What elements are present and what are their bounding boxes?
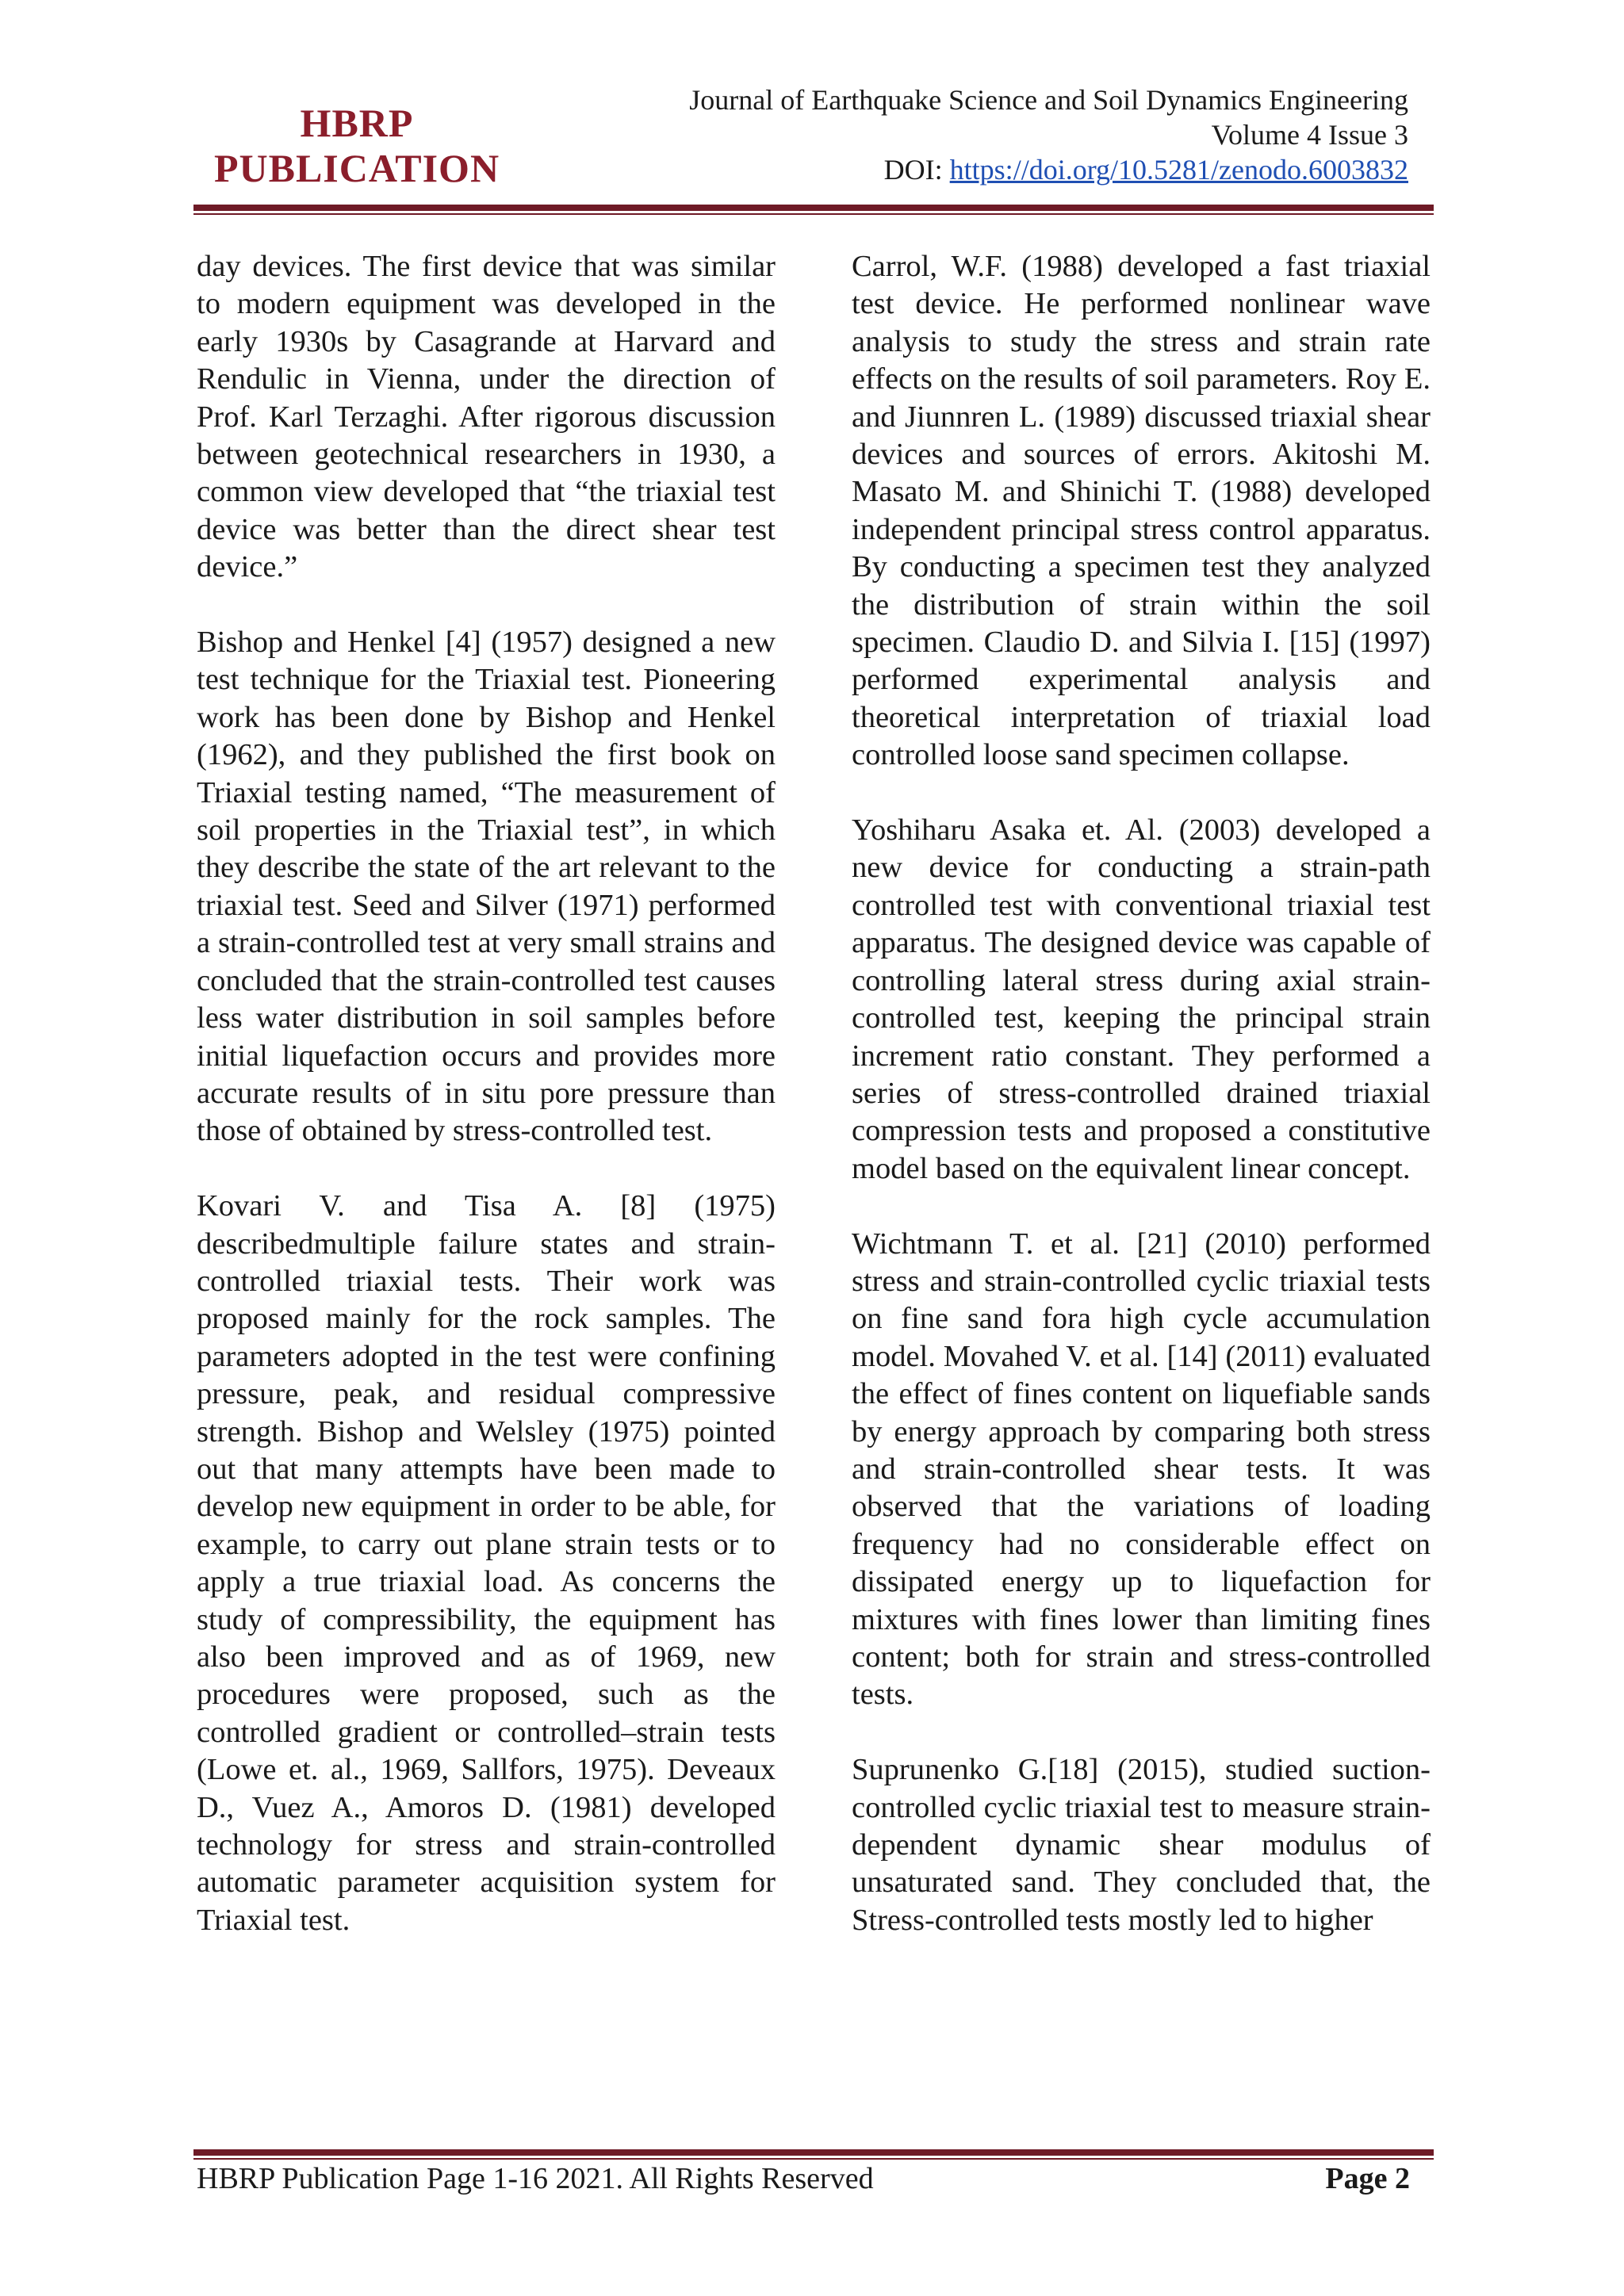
paragraph: Yoshiharu Asaka et. Al. (2003) developed a new device for conducting a strain-path controlled test with conventional triaxial test apparatus. The designed device was capable of controlling lateral stress during axial strain-controlled test, keeping the principal strain increment ratio constant. They performed a series of stress-controlled drained triaxial compression tests and proposed a constitutive model based on the equivalent linear concept. [852,813,1431,1185]
footer-copyright: HBRP Publication Page 1-16 2021. All Rights Reserved [197,2162,874,2195]
paragraph: Carrol, W.F. (1988) developed a fast triaxial test device. He performed nonlinear wave analysis to study the stress and strain rate effects on the results of soil parameters. Roy E. and Jiunnren L. (1989) discussed triaxial shear devices and sources of errors. Akitoshi M. Masato M. and Shinichi T. (1988) developed independent principal stress control apparatus. By conducting a specimen test they analyzed the distribution of strain within the soil specimen. Claudio D. and Silvia I. [15] (1997) performed experimental analysis and theoretical interpretation of triaxial load controlled loose sand specimen collapse. [852,250,1431,772]
logo-line-2: PUBLICATION [213,146,500,190]
paragraph: day devices. The first device that was similar to modern equipment was developed in the early 1930s by Casagrande at Harvard and Rendulic in Vienna, under the direction of Prof. Karl Terzaghi. After rigorous discussion between geotechnical researchers in 1930, a common view developed that “the triaxial test device was better than the direct shear test device.” [197,250,776,584]
paragraph: Wichtmann T. et al. [21] (2010) performed stress and strain-controlled cyclic triaxial tests on fine sand fora high cycle accumulation model. Movahed V. et al. [14] (2011) evaluated the effect of fines content on liquefiable sands by energy approach by comparing both stress and strain-controlled shear tests. It was observed that the variations of loading frequency had no considerable effect on dissipated energy up to liquefaction for mixtures with fines lower than limiting fines content; both for strain and stress-controlled tests. [852,1226,1431,1712]
paragraph: Suprunenko G.[18] (2015), studied suction-controlled cyclic triaxial test to measure strain-dependent dynamic shear modulus of unsaturated sand. They concluded that, the Stress-controlled tests mostly led to higher [852,1753,1431,1937]
journal-title: Journal of Earthquake Science and Soil Dynamics Engineering [689,84,1408,116]
logo-line-1: HBRP [300,101,414,145]
footer [197,2160,1410,2197]
footer-rule [193,2149,1434,2160]
paragraph: Kovari V. and Tisa A. [8] (1975) describedmultiple failure states and strain-controlled triaxial tests. Their work was proposed mainly for the rock samples. The parameters adopted in the test were confining pressure, peak, and residual compressive strength. Bishop and Welsley (1975) pointed out that many attempts have been made to develop new equipment in order to be able, for example, to carry out plane strain tests or to apply a true triaxial load. As concerns the study of compressibility, the equipment has also been improved and as of 1969, new procedures were proposed, such as the controlled gradient or controlled–strain tests (Lowe et. al., 1969, Sallfors, 1975). Deveaux D., Vuez A., Amoros D. (1981) developed technology for stress and strain-controlled automatic parameter acquisition system for Triaxial test. [197,1189,776,1937]
volume-issue: Volume 4 Issue 3 [1211,119,1408,151]
doi-link[interactable]: https://doi.org/10.5281/zenodo.6003832 [949,154,1408,186]
page-number: Page 2 [1325,2162,1410,2195]
right-column [852,248,1431,1977]
header-rule [193,205,1434,215]
journal-info [689,82,1408,187]
paragraph: Bishop and Henkel [4] (1957) designed a new test technique for the Triaxial test. Pioneering work has been done by Bishop and Henkel (1962), and they published the first book on Triaxial testing named, “The measurement of soil properties in the Triaxial test”, in which they describe the state of the art relevant to the triaxial test. Seed and Silver (1971) performed a strain-controlled test at very small strains and concluded that the strain-controlled test causes less water distribution in soil samples before initial liquefaction occurs and provides more accurate results of in situ pore pressure than those of obtained by stress-controlled test. [197,626,776,1148]
publisher-logo [198,101,515,192]
left-column [197,248,776,1977]
doi-line [689,152,1408,187]
doi-label: DOI: [883,154,950,186]
